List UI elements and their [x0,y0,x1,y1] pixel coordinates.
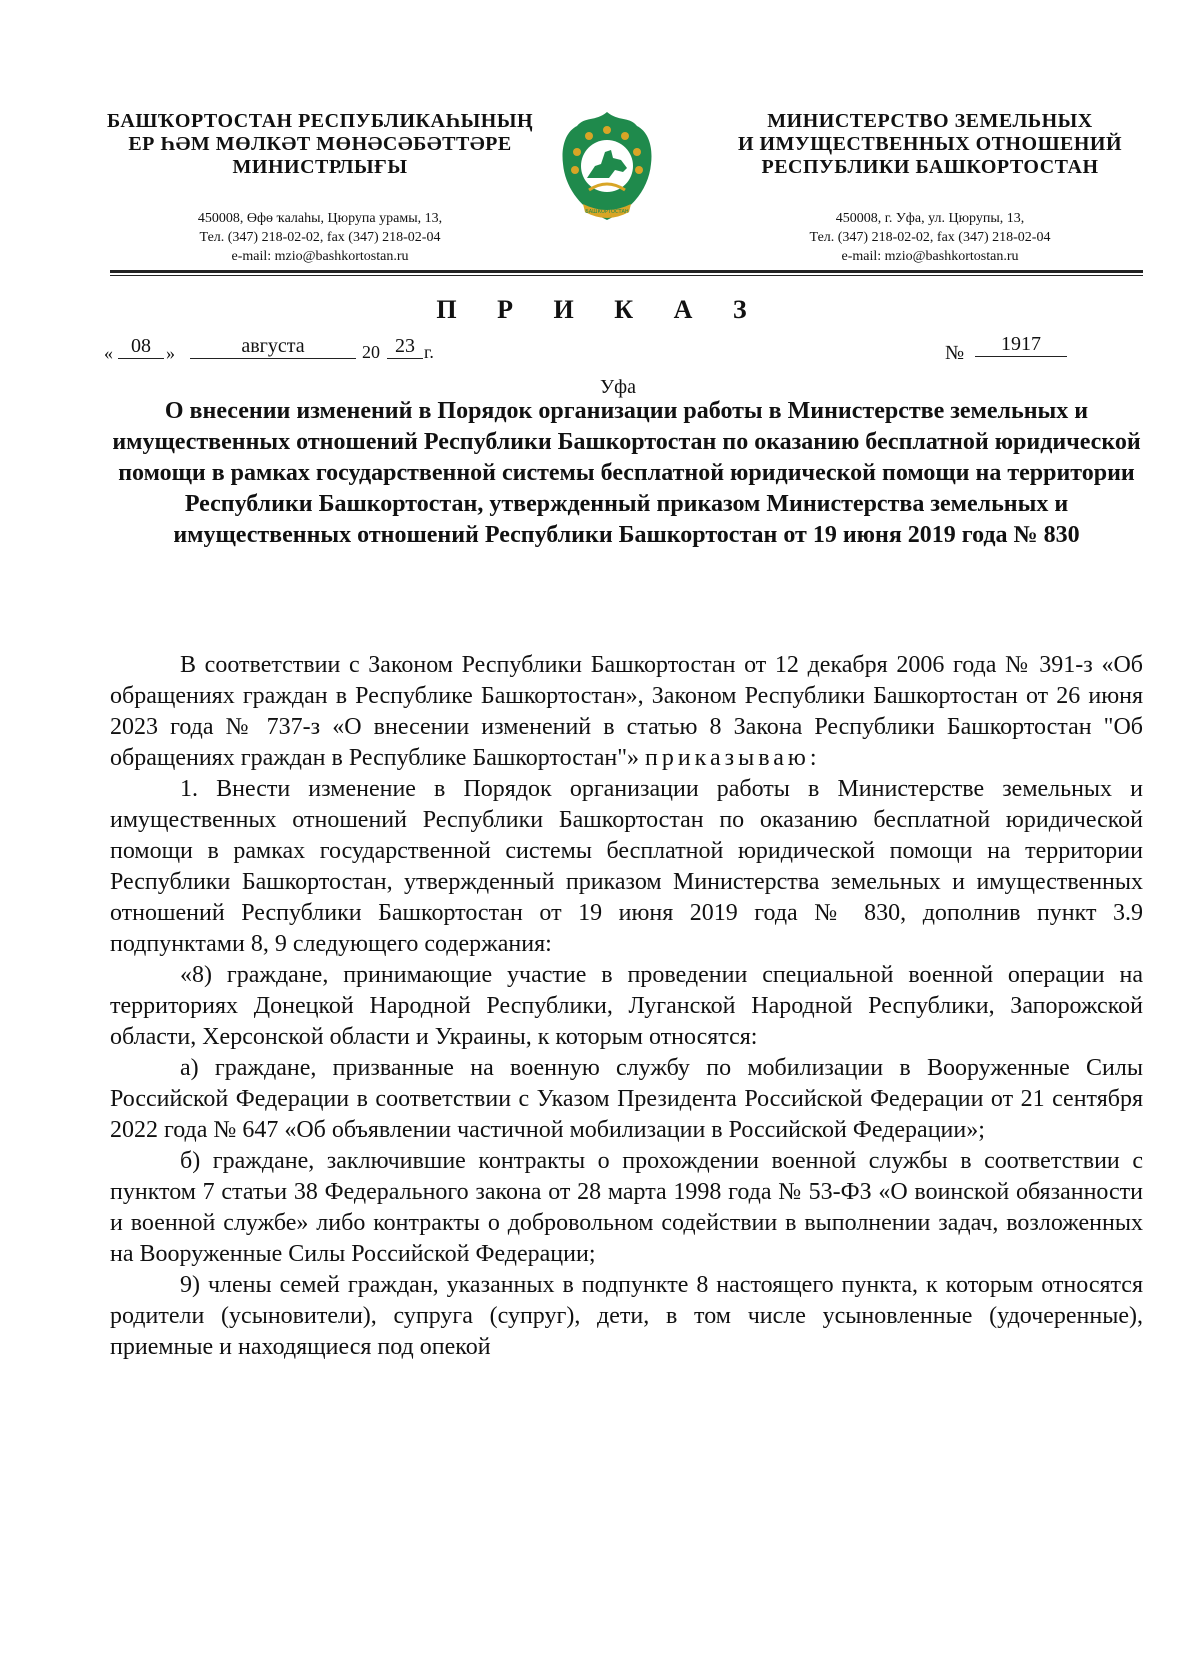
body-paragraph-5: б) граждане, заключившие контракты о прохождении военной службы в соответствии с пунктом 7 статьи 38 Федерального закона от 28 марта 1998 года № 53-ФЗ «О воинской обязанности и военной службе» либо контракты о добровольном содействии в выполнении задач, возложенных на Вооруженные Силы Российской Федерации; [110,1148,1143,1267]
order-subject-heading: О внесении изменений в Порядок организации работы в Министерстве земельных и имущественных отношений Республики Башкортостан по оказанию бесплатной юридической помощи в рамках государственной системы бесплатной юридической помощи на территории Республики Башкортостан, утвержденный приказом Министерства земельных и имущественных отношений Республики Башкортостан от 19 июня 2019 года № 830 [112,398,1141,548]
emblem-ribbon-text: БАШКОРТОСТАН [585,209,629,215]
date-year-prefix: 20 [362,342,380,362]
order-number-label: № [945,342,965,364]
date-open-quote: « [104,343,113,363]
header-right-block [705,110,1155,266]
body-paragraph-4: а) граждане, призванные на военную службу по мобилизации в Вооруженные Силы Российской Федерации в соответствии с Указом Президента Российской Федерации от 21 сентября 2022 года № 647 «Об объявлении частичной мобилизации в Российской Федерации»; [110,1055,1143,1143]
body-paragraph-2: 1. Внести изменение в Порядок организации работы в Министерстве земельных и имущественных отношений Республики Башкортостан по оказанию бесплатной юридической помощи в рамках государственной системы бесплатной юридической помощи на территории Республики Башкортостан, утвержденный приказом Министерства земельных и имущественных отношений Республики Башкортостан от 19 июня 2019 года № 830, дополнив пункт 3.9 подпунктами 8, 9 следующего содержания: [110,776,1143,957]
body-paragraph-3: «8) граждане, принимающие участие в проведении специальной военной операции на территориях Донецкой Народной Республики, Луганской Народной Республики, Запорожской области, Херсонской области и Украины, к которым относятся: [110,962,1143,1050]
body-paragraph-6: 9) члены семей граждан, указанных в подпункте 8 настоящего пункта, к которым относятся родители (усыновители), супруга (супруг), дети, в том числе усыновленные (удочеренные), приемные и находящиеся под опекой [110,1272,1143,1360]
date-year-suffix: 23 [387,335,423,359]
order-body [110,650,1143,1363]
bashkortostan-emblem-icon [557,108,657,234]
header-right-address: 450008, г. Уфа, ул. Цюрупы, 13, Тел. (347) 218-02-02, fax (347) 218-02-04 e-mail: mzio@bashkortostan.ru [809,211,1051,264]
header-divider-thick [110,270,1143,273]
header-divider-thin [110,275,1143,276]
date-close-quote: » [166,343,175,363]
document-type-title: П Р И К А З [436,295,764,324]
body-paragraph-1 [110,650,1143,774]
date-year-unit: г. [424,342,434,362]
order-number: 1917 [975,333,1067,357]
body-paragraph-1-text: В соответствии с Законом Республики Башкортостан от 12 декабря 2006 года № 391-з «Об обращениях граждан в Республике Башкортостан», Законом Республики Башкортостан от 26 июня 2023 года № 737-з «О внесении изменений в статью 8 Закона Республики Башкортостан "Об обращениях граждан в Республике Башкортостан"» [110,652,1143,771]
header-left-block [95,110,545,266]
order-command: приказываю: [644,745,821,771]
city-name: Уфа [600,376,636,398]
header-left-org-name: БАШҠОРТОСТАН РЕСПУБЛИКАҺЫНЫҢ ЕР ҺӘМ МӨЛКӘТ МӨНӘСӘБӘТТӘРЕ МИНИСТРЛЫҒЫ [106,110,534,178]
header-right-org-name: МИНИСТЕРСТВО ЗЕМЕЛЬНЫХ И ИМУЩЕСТВЕННЫХ ОТНОШЕНИЙ РЕСПУБЛИКИ БАШКОРТОСТАН [737,110,1123,178]
date-month: августа [190,335,356,359]
header-left-address: 450008, Өфө ҡалаһы, Цюрупа урамы, 13, Тел. (347) 218-02-02, fax (347) 218-02-04 e-mail: mzio@bashkortostan.ru [197,211,443,264]
date-day: 08 [118,335,164,359]
